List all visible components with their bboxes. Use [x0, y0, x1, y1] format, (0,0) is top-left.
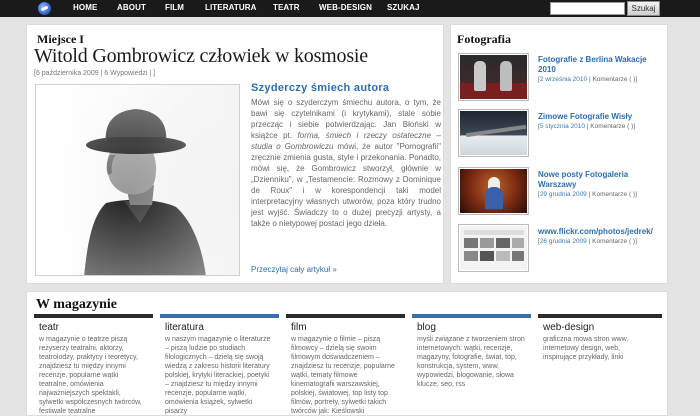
nav-literatura[interactable]: LITERATURA	[205, 3, 257, 12]
article-headline[interactable]: Witold Gombrowicz człowiek w kosmosie	[34, 45, 368, 67]
column-accent-bar	[412, 314, 531, 318]
magazine-title: W magazynie	[36, 297, 118, 312]
nav-home[interactable]: HOME	[73, 3, 98, 12]
photo-post-title[interactable]: Zimowe Fotografie Wisły	[538, 112, 633, 121]
excerpt-part-1: Mówi się o szyderczym śmiechu autora, o tym, że bawi się czytelnikami (i krytykami), stale sobie przecząc i siebie potwierdzając. Jan Błoński w książce pt.	[251, 98, 441, 140]
column-description: w magazynie o teatrze piszą reżyserzy teatralni, aktorzy, teatrolodzy, praktycy i teoretycy, znajdziesz tu między innymi recenzje, popularne wątki teatralne, omówienia najważniejszych spektakli, sylwetki współczesnych twórców, festiwale teatralne	[39, 336, 142, 415]
column-description: w naszym magazynie o literaturze – piszą ludzie po studiach filologicznych – dzielą się swoją wiedzą z zakresu historii literatury polskiej, krytyki literackiej, poetyki – znajdziesz tu między innymi recenzje, popularne wątki, omówienia książek, sylwetki pisarzy	[165, 336, 271, 415]
column-title[interactable]: web-design	[543, 322, 595, 333]
photo-post-comments[interactable]: | Komentarze ( )	[584, 123, 634, 130]
column-accent-bar	[160, 314, 279, 318]
read-more-link[interactable]: Przeczytaj cały artykuł »	[251, 265, 337, 274]
photo-post-meta: [5 stycznia 2010 | Komentarze ( )]	[538, 123, 636, 130]
column-description: graficzna mowa stron www, internetowy design, web, inspirujące przykłady, linki	[543, 336, 629, 361]
nav-szukaj[interactable]: SZUKAJ	[387, 3, 420, 12]
photo-post-meta: [26 grudnia 2009 | Komentarze ( )]	[538, 238, 637, 245]
photo-post-title[interactable]: www.flickr.com/photos/jedrek/	[538, 227, 653, 236]
magazine-panel	[26, 291, 668, 416]
search-input[interactable]	[550, 2, 625, 15]
photo-sidebar-panel	[450, 24, 668, 284]
photo-thumbnail[interactable]	[458, 109, 529, 157]
nav-web-design[interactable]: WEB-DESIGN	[319, 3, 372, 12]
nav-about[interactable]: ABOUT	[117, 3, 146, 12]
magazine-column-film[interactable]	[286, 314, 405, 416]
column-title[interactable]: teatr	[39, 322, 60, 333]
article-subtitle[interactable]: Szyderczy śmiech autora	[251, 82, 390, 94]
column-title[interactable]: literatura	[165, 322, 204, 333]
top-nav	[0, 0, 700, 17]
photo-post-date: 29 grudnia 2009	[539, 191, 587, 198]
featured-article-panel	[26, 24, 444, 284]
article-meta: [6 października 2009 | 6 Wypowiedzi | ]	[34, 70, 156, 77]
column-title[interactable]: blog	[417, 322, 436, 333]
column-accent-bar	[34, 314, 153, 318]
excerpt-book-title: forma, śmiech i rzeczy ostateczne – studia o Gombrowiczu	[251, 131, 441, 151]
photo-post-title[interactable]: Fotografie z Berlina Wakacje 2010	[538, 55, 647, 74]
feature-kicker: Miejsce I	[37, 32, 84, 46]
photo-thumbnail[interactable]	[458, 224, 529, 272]
column-description: myśli związane z tworzeniem stron internetowych: wątki, recenzje, magazyny, fotografie, świat, top, konstrukcja, system, www, wypowiedzi, blogowanie, słowa klucze, seo, rss	[417, 336, 525, 388]
search-button[interactable]: Szukaj	[627, 1, 660, 16]
column-description: w magazynie o filmie – piszą filmowcy – dzielą się swoim filmowym doświadczeniem – znajdziesz tu recenzje, popularne wątki, tematy filmowe kinematografii warszawskiej, polskiej, światowej, top listy top filmów, portrety, sylwetki takich twórców jak: Kieślowski	[291, 336, 395, 415]
magazine-column-blog[interactable]	[412, 314, 531, 416]
photo-post-meta: [2 września 2010 | Komentarze ( )]	[538, 76, 638, 83]
photo-post-date: 2 września 2010	[539, 76, 588, 83]
site-logo-icon[interactable]	[38, 2, 51, 15]
column-accent-bar	[286, 314, 405, 318]
photo-post-meta: [29 grudnia 2009 | Komentarze ( )]	[538, 191, 637, 198]
photo-post-date: 26 grudnia 2009	[539, 238, 587, 245]
author-portrait-image[interactable]	[35, 84, 240, 276]
magazine-column-teatr[interactable]	[34, 314, 153, 416]
nav-film[interactable]: FILM	[165, 3, 185, 12]
article-excerpt	[251, 97, 441, 229]
photo-post-date: 5 stycznia 2010	[539, 123, 585, 130]
magazine-column-web-design[interactable]	[538, 314, 662, 416]
excerpt-part-2: mówi, że autor "Pornografii" zręcznie zmienia gusta, style i przekonania. Ponadto, mówi się, że Gombrowicz stworzył, głównie w „Dzienniku", w „Testamencie: Rozmowy z Dominique de Roux" i w korespondencji taki model interpretacyjny własnych utworów, poza który trudno jest wyjść. Świadczy to o dużej precyzji artysty, a także o nietypowej postaci jego dzieła.	[251, 142, 441, 228]
sidebar-title: Fotografia	[457, 32, 511, 46]
photo-thumbnail[interactable]	[458, 53, 529, 101]
column-title[interactable]: film	[291, 322, 307, 333]
magazine-column-literatura[interactable]	[160, 314, 279, 416]
photo-post-comments[interactable]: | Komentarze ( )	[586, 191, 636, 198]
photo-post-title[interactable]: Nowe posty Fotogaleria Warszawy	[538, 170, 629, 189]
photo-thumbnail[interactable]	[458, 167, 529, 215]
column-accent-bar	[538, 314, 662, 318]
photo-post-comments[interactable]: | Komentarze ( )	[587, 76, 636, 83]
photo-post-comments[interactable]: | Komentarze ( )	[586, 238, 636, 245]
nav-teatr[interactable]: TEATR	[273, 3, 300, 12]
